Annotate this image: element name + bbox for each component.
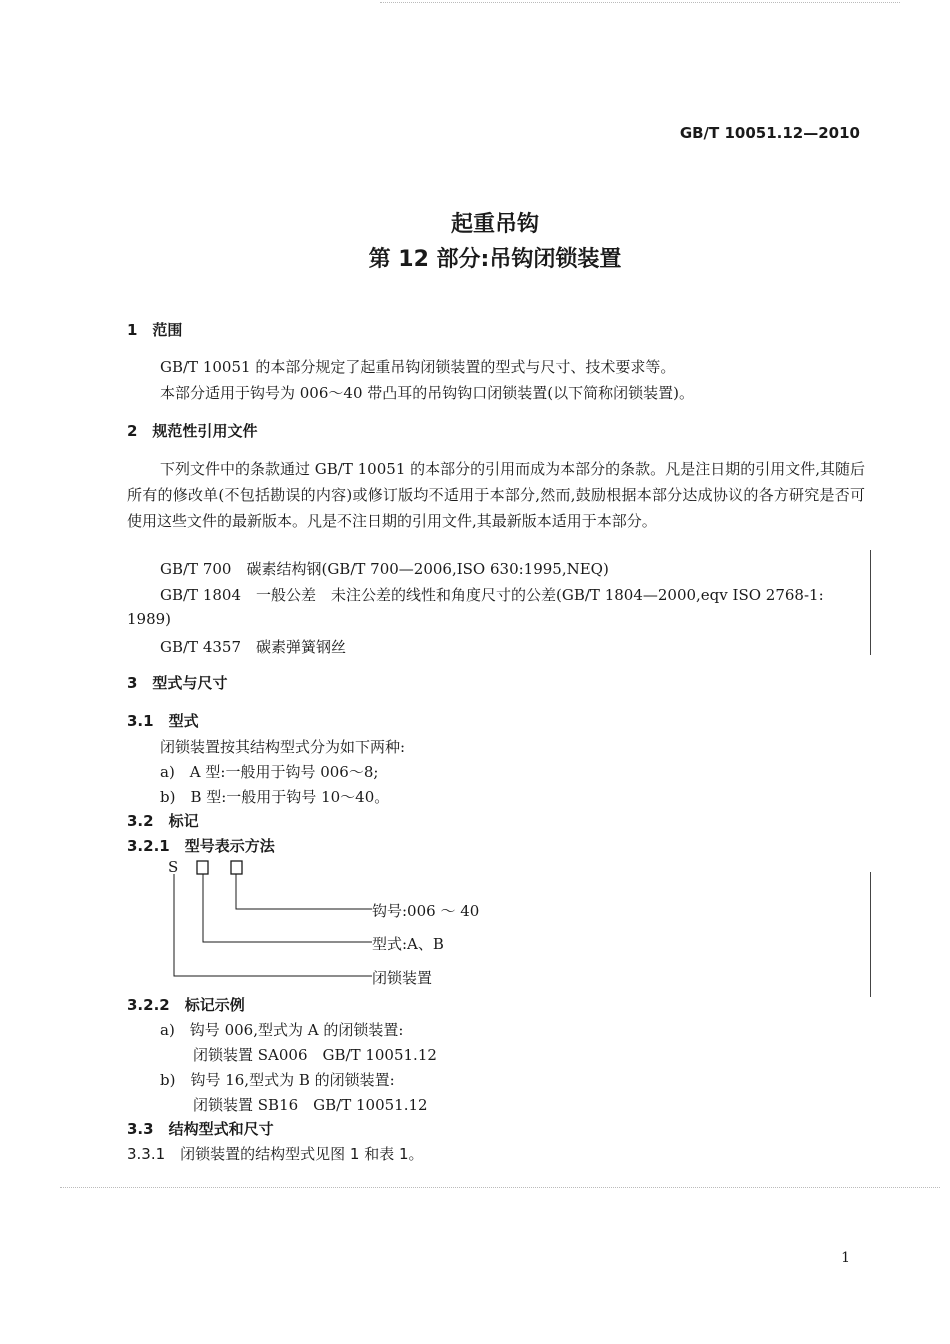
section-2-heading: 2 规范性引用文件	[127, 422, 258, 440]
title-line-1: 起重吊钩	[450, 212, 539, 237]
label-type: 型式:A、B	[372, 935, 444, 953]
section-3-1-intro: 闭锁装置按其结构型式分为如下两种:	[160, 738, 406, 756]
reference-gbt-1804-cont: 1989)	[127, 610, 172, 628]
title-line-2: 第 12 部分:吊钩闭锁装置	[368, 247, 622, 272]
designation-lines	[160, 856, 500, 991]
section-3-1-heading: 3.1 型式	[127, 712, 199, 730]
section-2-paragraph: 下列文件中的条款通过 GB/T 10051 的本部分的引用而成为本部分的条款。凡是注日期的引用文件,其随后所有的修改单(不包括勘误的内容)或修订版均不适用于本部分,然而,鼓励根据本部分达成协议的各方研究是否可使用这些文件的最新版本。凡是不注日期的引用文件,其最新版本适用于本部分。	[127, 460, 865, 530]
section-3-1-item-a: a) A 型:一般用于钩号 006～8;	[160, 763, 379, 781]
reference-gbt-1804: GB/T 1804 一般公差 未注公差的线性和角度尺寸的公差(GB/T 1804—2000,eqv ISO 2768-1:	[160, 586, 824, 604]
scan-artifact	[60, 1187, 940, 1189]
example-b-mark: 闭锁装置 SB16 GB/T 10051.12	[193, 1096, 428, 1114]
reference-gbt-4357: GB/T 4357 碳素弹簧钢丝	[160, 638, 347, 656]
page-number: 1	[841, 1250, 850, 1266]
example-a: a) 钩号 006,型式为 A 的闭锁装置:	[160, 1021, 404, 1039]
example-b: b) 钩号 16,型式为 B 的闭锁装置:	[160, 1071, 395, 1089]
device-leader-line	[174, 874, 372, 976]
example-a-mark: 闭锁装置 SA006 GB/T 10051.12	[193, 1046, 437, 1064]
section-3-2-1-heading: 3.2.1 型号表示方法	[127, 837, 275, 855]
hook-leader-line	[236, 874, 372, 909]
section-3-3-1: 3.3.1 闭锁装置的结构型式见图 1 和表 1。	[127, 1145, 424, 1163]
section-1-para-1: GB/T 10051 的本部分规定了起重吊钩闭锁装置的型式与尺寸、技术要求等。	[160, 358, 676, 376]
type-placeholder-box	[197, 861, 208, 874]
label-device: 闭锁装置	[372, 969, 433, 987]
change-bar	[870, 872, 871, 997]
section-3-1-item-b: b) B 型:一般用于钩号 10～40。	[160, 788, 390, 806]
designation-diagram	[160, 856, 500, 991]
section-3-3-heading: 3.3 结构型式和尺寸	[127, 1120, 274, 1138]
scan-artifact	[380, 2, 900, 4]
section-3-2-2-heading: 3.2.2 标记示例	[127, 996, 245, 1014]
change-bar	[870, 550, 871, 655]
label-hook-number: 钩号:006 ～ 40	[372, 902, 480, 920]
section-1-heading: 1 范围	[127, 321, 183, 339]
type-leader-line	[203, 874, 372, 942]
hook-placeholder-box	[231, 861, 242, 874]
reference-gbt-700: GB/T 700 碳素结构钢(GB/T 700—2006,ISO 630:1995,NEQ)	[160, 560, 609, 578]
section-3-heading: 3 型式与尺寸	[127, 674, 228, 692]
designation-prefix: S	[168, 858, 179, 876]
standard-code: GB/T 10051.12—2010	[679, 124, 860, 142]
section-1-para-2: 本部分适用于钩号为 006～40 带凸耳的吊钩钩口闭锁装置(以下简称闭锁装置)。	[160, 384, 694, 402]
section-3-2-heading: 3.2 标记	[127, 812, 199, 830]
